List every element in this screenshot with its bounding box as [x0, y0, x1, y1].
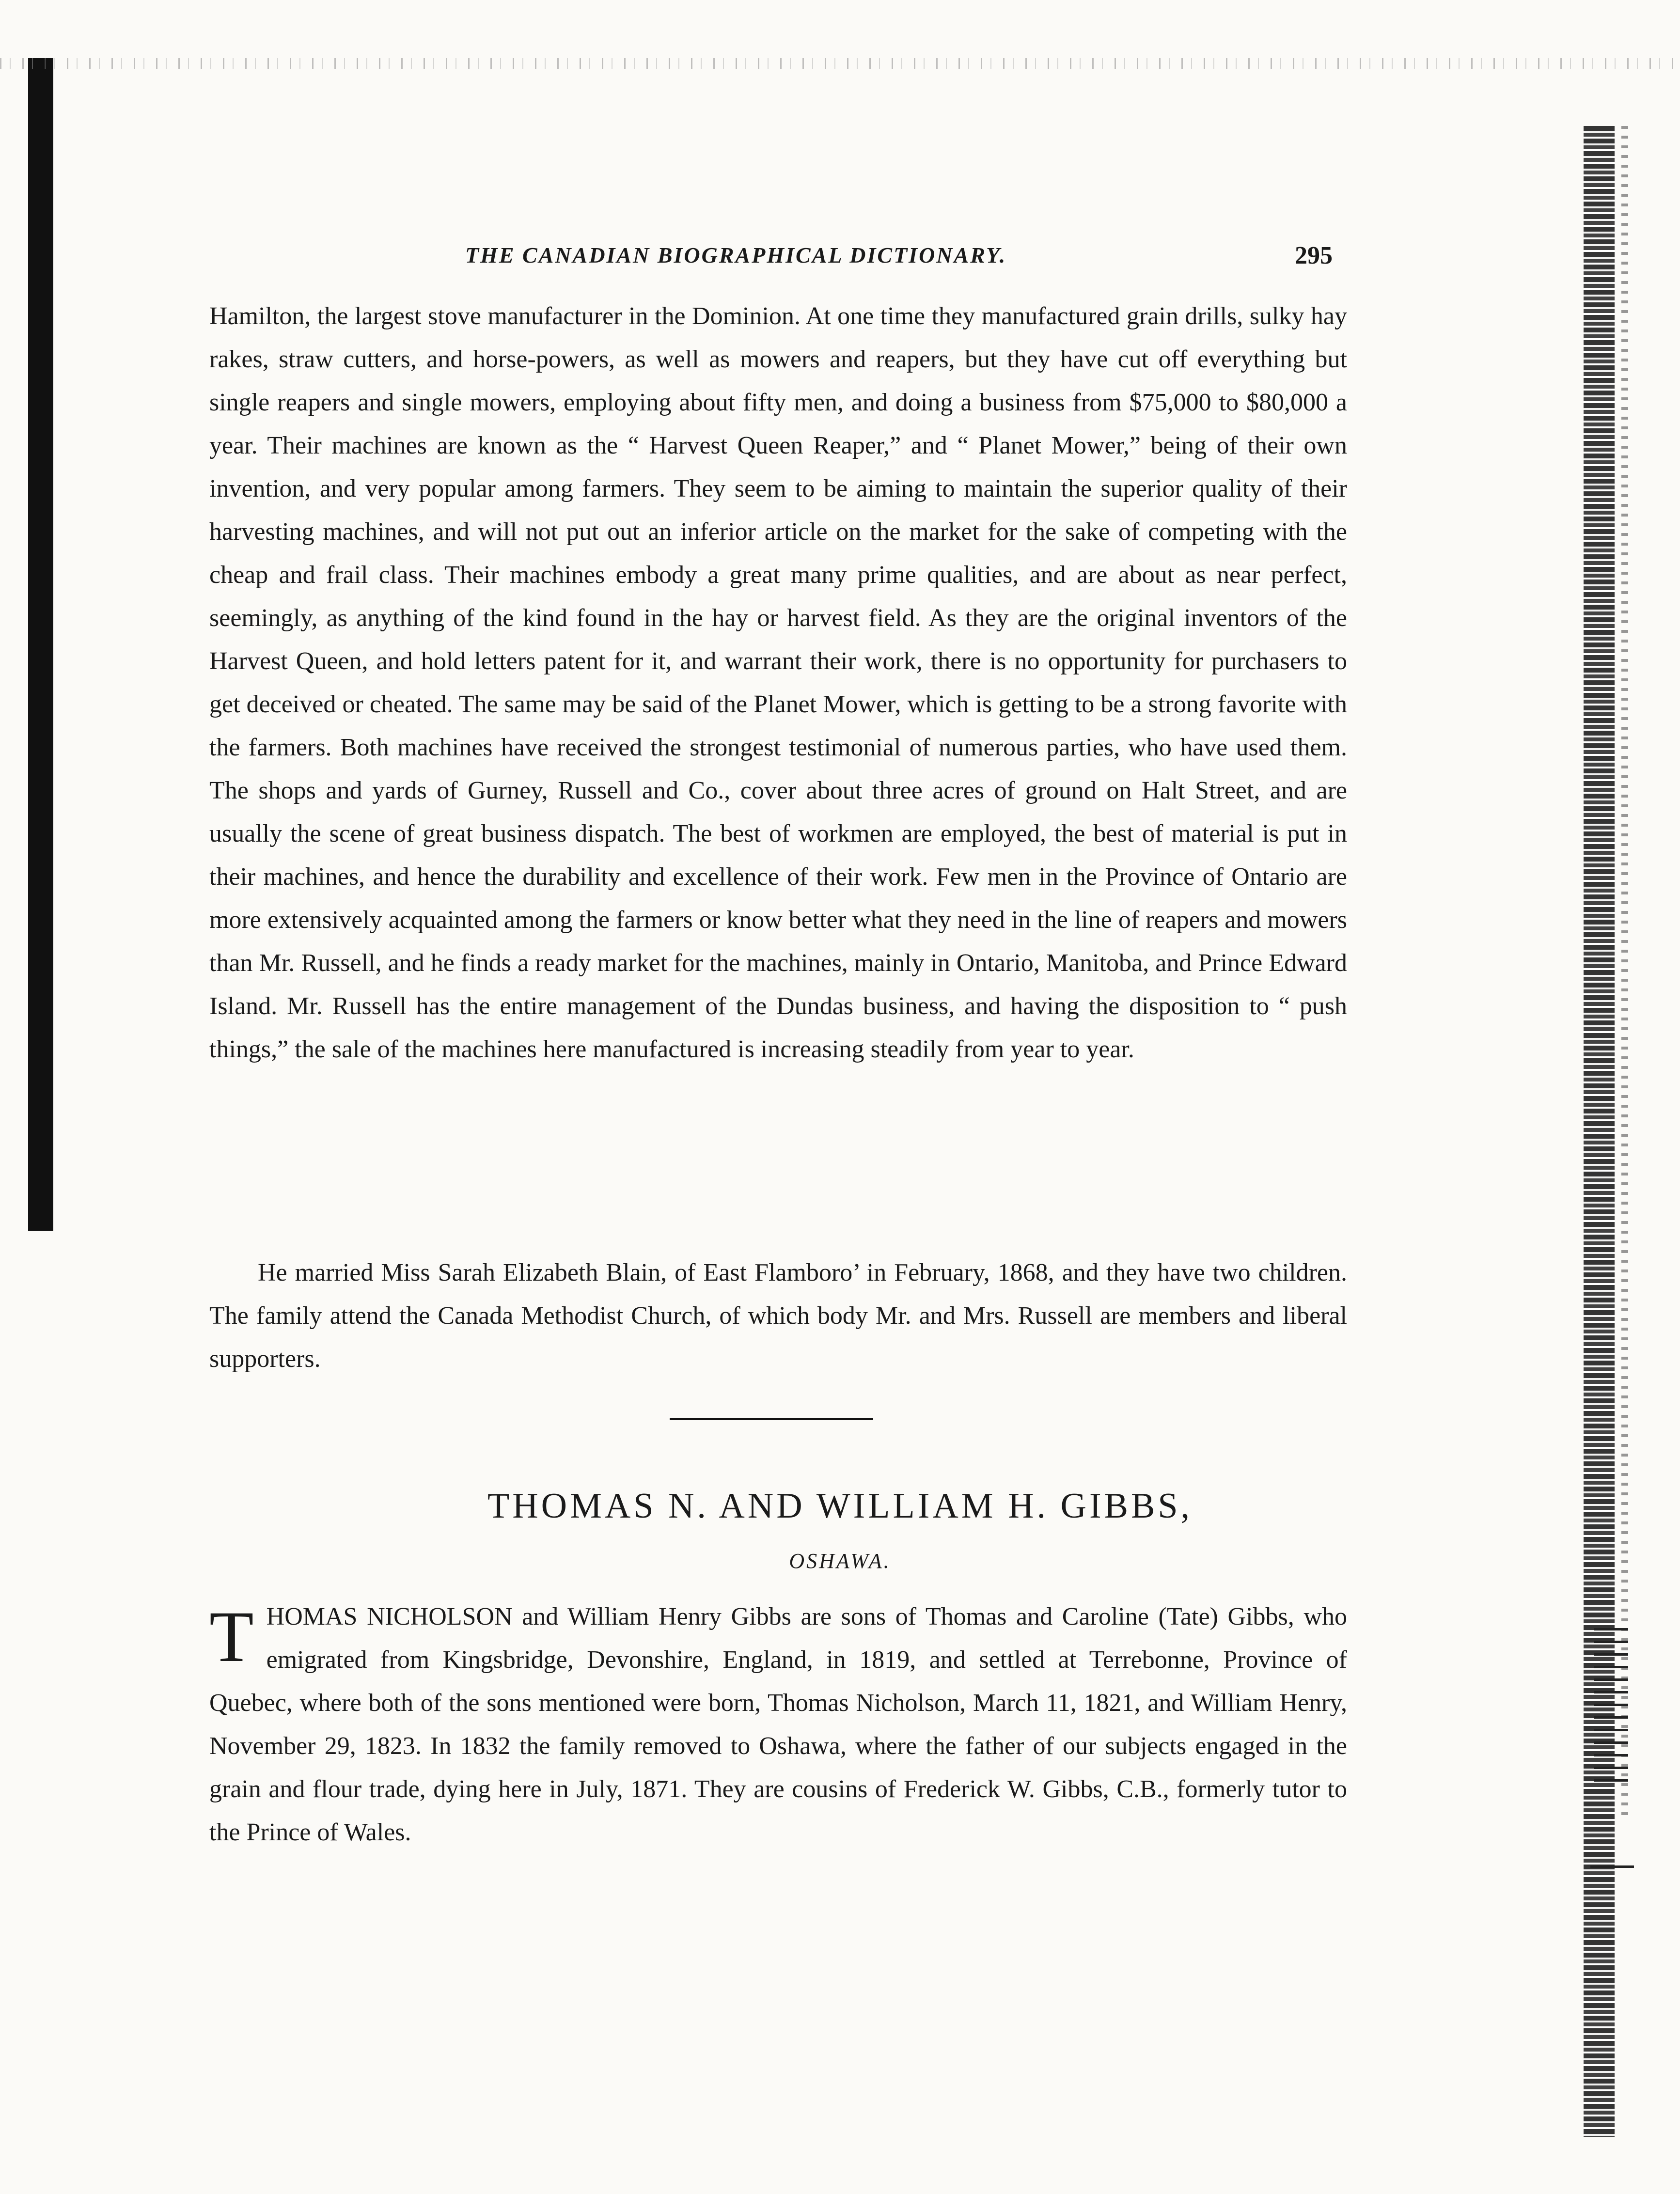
- section-place: OSHAWA.: [789, 1549, 891, 1573]
- scan-edge-mark: [1590, 1865, 1634, 1868]
- scan-binding-shadow: [28, 58, 53, 1231]
- section-title: THOMAS N. AND WILLIAM H. GIBBS,: [487, 1486, 1193, 1526]
- body-paragraph-2: He married Miss Sarah Elizabeth Blain, of East Flamboro’ in February, 1868, and they have two children. The family attend the Canada Methodist Church, of which body Mr. and Mrs. Russell are members and liberal supporters.: [209, 1259, 1347, 1373]
- scan-right-edge: [1584, 126, 1615, 2137]
- section-divider: [670, 1418, 873, 1420]
- drop-cap: T: [209, 1597, 254, 1677]
- body-paragraph-1: Hamilton, the largest stove manufacturer in the Dominion. At one time they manufactured grain drills, sulky hay rakes, straw cutters, and horse-powers, as well as mowers and reapers, but they have cut off everything but single reapers and single mowers, employing about fifty men, and doing a business from $75,000 to $80,000 a year. Their machines are known as the “ Harvest Queen Reaper,” and “ Planet Mower,” being of their own invention, and very popular among farmers. They seem to be aiming to maintain the superior quality of their harvesting machines, and will not put out an inferior article on the market for the sake of competing with the cheap and frail class. Their machines embody a great many prime qualities, and are about as near perfect, seemingly, as anything of the kind found in the hay or harvest field. As they are the original inventors of the Harvest Queen, and hold letters patent for it, and warrant their work, there is no opportunity for purchasers to get deceived or cheated. The same may be said of the Planet Mower, which is getting to be a strong favorite with the farmers. Both machines have received the strongest testimonial of numerous parties, who have used them. The shops and yards of Gurney, Russell and Co., cover about three acres of ground on Halt Street, and are usually the scene of great business dispatch. The best of workmen are employed, the best of material is put in their machines, and hence the durability and excellence of their work. Few men in the Province of Ontario are more extensively acquainted among the farmers or know better what they need in the line of reapers and mowers than Mr. Russell, and he finds a ready market for the machines, mainly in Ontario, Manitoba, and Prince Edward Island. Mr. Russell has the entire management of the Dundas business, and having the disposition to “ push things,” the sale of the machines here manufactured is increasing steadily from year to year.: [209, 302, 1347, 1063]
- section-paragraph-text: HOMAS NICHOLSON and William Henry Gibbs are sons of Thomas and Caroline (Tate) Gibbs, who emigrated from Kingsbridge, Devonshire, England, in 1819, and settled at Terrebonne, Province of Quebec, where both of the sons mentioned were born, Thomas Nicholson, March 11, 1821, and William Henry, November 29, 1823. In 1832 the family removed to Oshawa, where the father of our subjects engaged in the grain and flour trade, dying here in July, 1871. They are cousins of Frederick W. Gibbs, C.B., formerly tutor to the Prince of Wales.: [209, 1603, 1347, 1846]
- page-number: 295: [1295, 242, 1333, 269]
- section-paragraph-1: [209, 1595, 1347, 1854]
- scan-top-noise: [0, 58, 1680, 69]
- running-header: THE CANADIAN BIOGRAPHICAL DICTIONARY.: [465, 243, 1007, 267]
- scan-edge-marks: [1594, 1628, 1628, 1783]
